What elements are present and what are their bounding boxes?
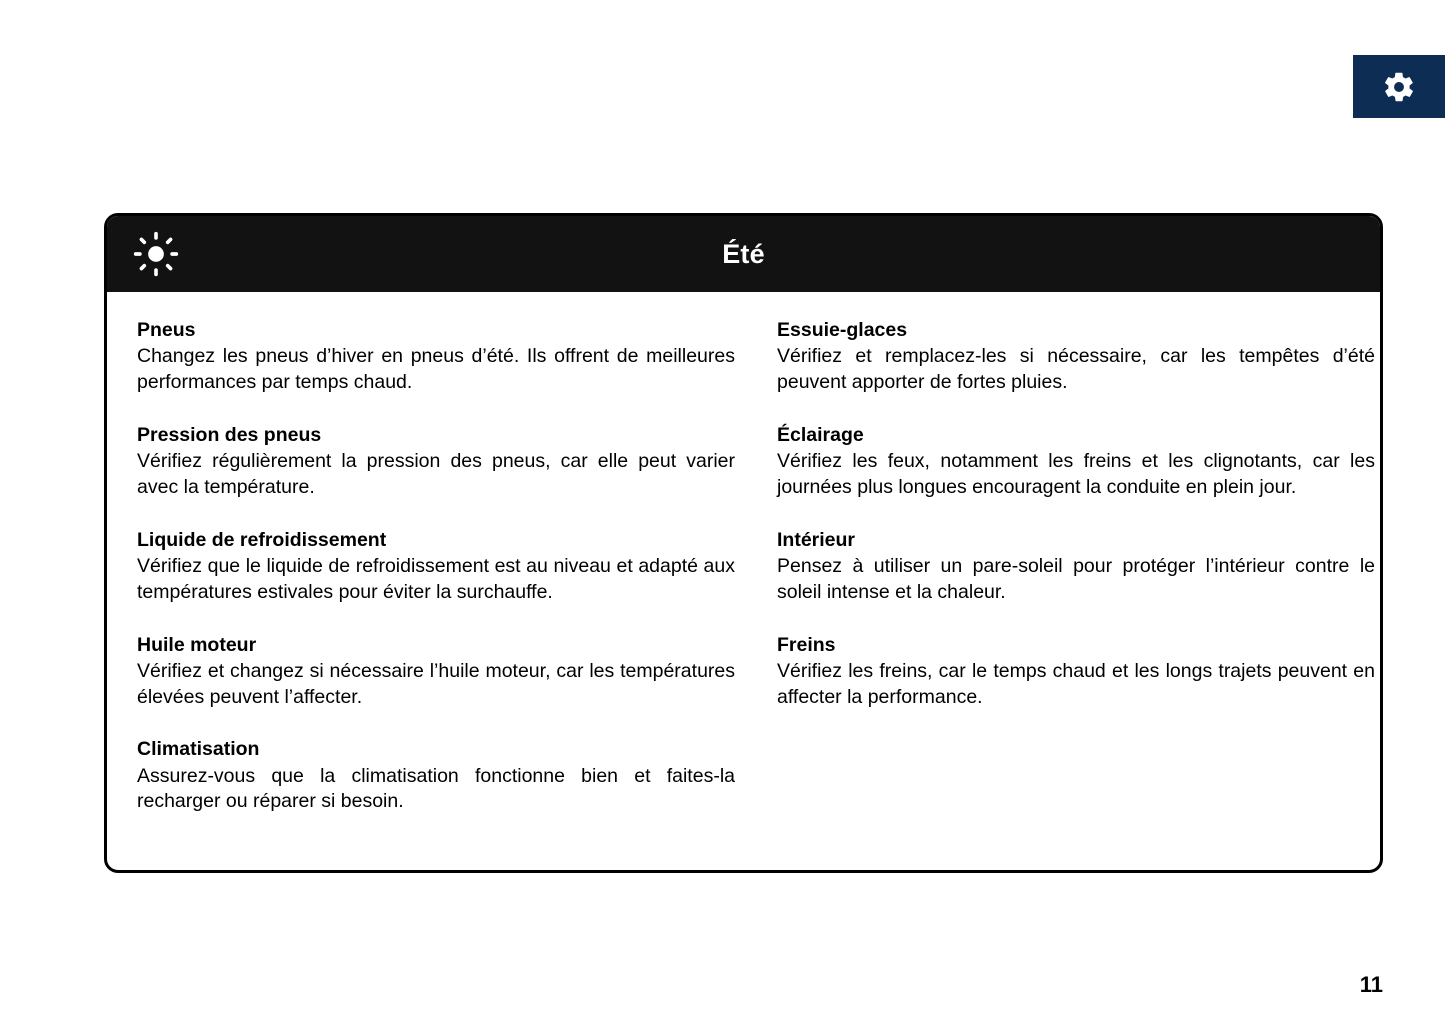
list-item [137,318,735,396]
left-column [137,318,735,815]
entry-text: Vérifiez et remplacez-les si nécessaire, car les tempêtes d’été peuvent apporter de fortes pluies. [777,345,1375,394]
entry-text: Changez les pneus d’hiver en pneus d’été. Ils offrent de meilleures performances par temps chaud. [137,345,735,394]
entry-title: Intérieur [777,528,856,551]
entry-title: Freins [777,633,836,656]
page-title: Été [722,238,765,269]
list-item [777,318,1375,396]
entry-title: Pression des pneus [137,423,322,446]
entry-text: Pensez à utiliser un pare-soleil pour protéger l’intérieur contre le soleil intense et la chaleur. [777,555,1375,603]
entry-title: Essuie-glaces [777,319,908,341]
entry-text: Vérifiez les feux, notamment les freins et les clignotants, car les journées plus longues encouragent la conduite en plein jour. [777,450,1375,498]
entry-text: Vérifiez que le liquide de refroidissement est au niveau et adapté aux températures estivales pour éviter la surchauffe. [137,555,735,603]
list-item [137,737,735,815]
list-item [777,423,1375,501]
entry-title: Éclairage [777,423,864,446]
card-header [107,216,1380,292]
entry-title: Liquide de refroidissement [137,528,387,551]
card-body [107,292,1380,835]
settings-tab[interactable] [1353,55,1445,118]
list-item [137,528,735,606]
right-column [777,318,1375,815]
gear-icon [1382,70,1416,104]
entry-text: Vérifiez régulièrement la pression des pneus, car elle peut varier avec la température. [137,450,735,498]
list-item [777,528,1375,606]
entry-title: Huile moteur [137,633,257,656]
season-card [104,213,1383,873]
sun-icon [129,227,183,281]
entry-text: Vérifiez et changez si nécessaire l’huile moteur, car les températures élevées peuvent l’affecter. [137,659,735,708]
list-item [137,633,735,711]
entry-text: Assurez-vous que la climatisation fonctionne bien et faites-la recharger ou réparer si besoin. [137,764,735,813]
page-number: 11 [1359,972,1383,997]
list-item [777,633,1375,711]
entry-text: Vérifiez les freins, car le temps chaud et les longs trajets peuvent en affecter la performance. [777,659,1375,708]
entry-title: Climatisation [137,738,260,761]
list-item [137,423,735,501]
entry-title: Pneus [137,319,196,341]
